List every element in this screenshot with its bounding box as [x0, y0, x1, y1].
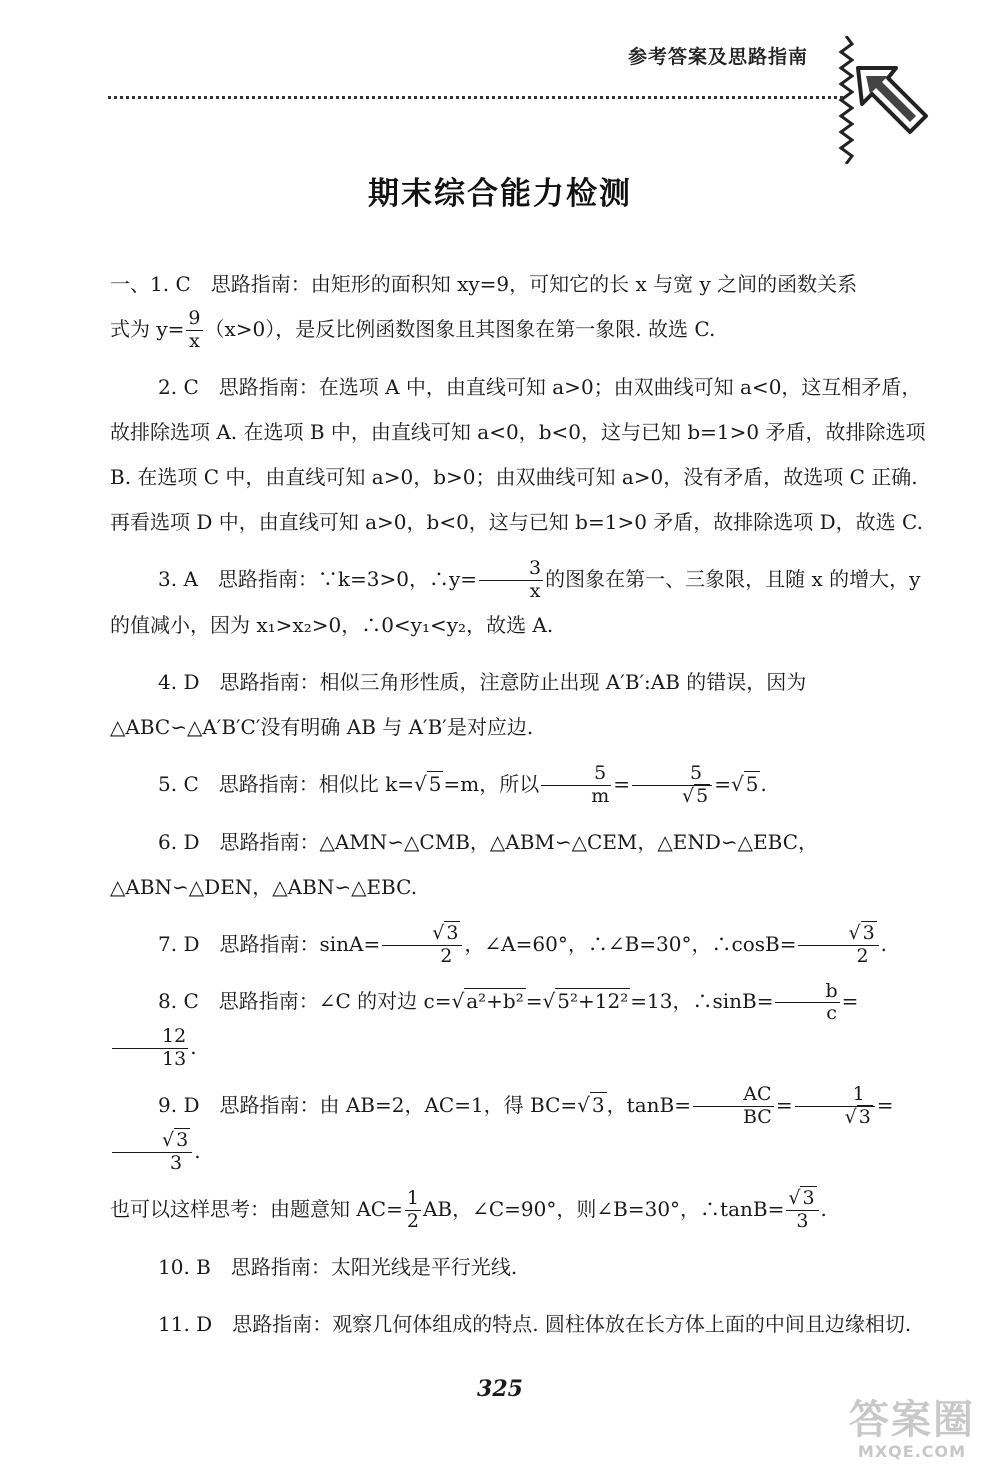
fraction: [479, 558, 543, 603]
fraction-denominator: m: [591, 784, 610, 807]
fraction-numerator: √ 3: [382, 923, 462, 946]
answer-3-text: 的图象在第一、三象限，且随 x 的增大，y: [545, 566, 921, 591]
radicand: 3: [858, 1106, 871, 1129]
answer-5-text: 5. C 思路指南：相似比 k=: [158, 771, 414, 796]
sqrt: √ 5²+12²: [542, 989, 629, 1014]
period: .: [190, 1035, 197, 1060]
fraction-denominator: 2: [856, 944, 869, 967]
fraction-numerator: √ 3: [798, 923, 878, 946]
sqrt: √ 3: [577, 1093, 605, 1118]
fraction: [112, 1130, 192, 1175]
answer-4: 4. D 思路指南：相似三角形性质，注意防止出现 A′B′:AB 的错误，因为△ABC∽△A′B′C′没有明确 AB 与 A′B′是对应边.: [110, 669, 807, 739]
fraction: [693, 1084, 774, 1129]
header-title: 参考答案及思路指南: [628, 46, 809, 68]
answer-5-text: =m，所以: [443, 771, 540, 796]
fraction-denominator: BC: [742, 1106, 772, 1129]
answer-8-text: =13，∴sinB=: [630, 989, 774, 1014]
radicand: a²+b²: [466, 989, 524, 1014]
equals: =: [876, 1093, 894, 1118]
fraction-numerator: 3: [479, 558, 543, 581]
fraction-numerator: √ 3: [786, 1188, 818, 1211]
watermark-logo: [832, 1398, 992, 1461]
period: .: [194, 1138, 201, 1163]
answer-1-text: 式为 y=: [110, 317, 185, 341]
sqrt: √ a²+b²: [451, 989, 524, 1014]
fraction: [775, 981, 839, 1026]
fraction-denominator: c: [826, 1002, 837, 1025]
sqrt: √ 5: [730, 771, 759, 796]
answer-9: [110, 1083, 930, 1175]
radicand: 5: [428, 771, 442, 796]
fraction-denominator: √ 3: [844, 1106, 871, 1129]
fraction: [786, 1188, 818, 1233]
radicand: 5: [745, 771, 759, 796]
fraction-denominator: 2: [406, 1209, 419, 1232]
answer-7-text: 7. D 思路指南：sinA=: [158, 931, 381, 956]
arrow-icon: [852, 60, 932, 140]
sqrt: √ 5: [413, 771, 442, 796]
answer-9-alt-text: AB，∠C=90°，则∠B=30°，∴tanB=: [422, 1196, 785, 1221]
fraction: [632, 763, 712, 808]
fraction: [186, 308, 202, 353]
answer-7: [110, 922, 930, 968]
fraction-denominator: 3: [796, 1209, 809, 1232]
fraction-numerator: 1: [406, 1186, 419, 1209]
answer-3-text: 的值减小，因为 x₁>x₂>0，∴0<y₁<y₂，故选 A.: [110, 612, 554, 637]
fraction-numerator: 5: [632, 763, 712, 786]
fraction: [798, 923, 878, 968]
answer-6: 6. D 思路指南：△AMN∽△CMB，△ABM∽△CEM，△END∽△EBC，△ABN∽△DEN，△ABN∽△EBC.: [110, 829, 819, 899]
fraction-numerator: b: [775, 981, 839, 1004]
answer-1-line1: 一、1. C 思路指南：由矩形的面积知 xy=9，可知它的长 x 与宽 y 之间的函数关系: [110, 272, 858, 296]
answer-11: 11. D 思路指南：观察几何体组成的特点. 圆柱体放在长方体上面的中间且边缘相切.: [158, 1311, 912, 1336]
answer-9-text: ，tanB=: [606, 1093, 691, 1118]
answer-2: 2. C 思路指南：在选项 A 中，由直线可知 a>0；由双曲线可知 a<0，这互相矛盾，故排除选项 A. 在选项 B 中，由直线可知 a<0，b<0，这与已知 b=1>0 矛盾，故排除选项 B. 在选项 C 中，由直线可知 a>0，b>0；由双曲线可知 a>0，没有矛盾，故选项 C 正确. 再看选项 D 中，由直线可知 a>0，b<0，这与已知 b=1>0 矛盾，故排除选项 D，故选 C.: [110, 374, 926, 534]
header-divider: [108, 96, 843, 99]
fraction: [795, 1084, 875, 1129]
page-title: 期末综合能力检测: [368, 176, 632, 212]
fraction: [541, 763, 611, 808]
answer-3-text: 3. A 思路指南：∵k=3>0，∴y=: [158, 566, 478, 591]
fraction-numerator: 1: [795, 1084, 875, 1107]
radicand: 5: [696, 784, 709, 807]
equals: =: [775, 1093, 793, 1118]
radicand: 3: [176, 1129, 189, 1152]
watermark-text: 答案圈: [849, 1397, 975, 1443]
answer-9-alt: [110, 1187, 930, 1233]
answer-content: [110, 262, 930, 1359]
fraction-denominator: 2: [440, 944, 453, 967]
fraction-numerator: 9: [188, 307, 201, 330]
period: .: [880, 931, 888, 956]
answer-1-text: （x>0），是反比例函数图象且其图象在第一象限. 故选 C.: [204, 317, 716, 341]
radicand: 3: [862, 921, 875, 944]
page-number: 325: [477, 1376, 523, 1402]
fraction-denominator: x: [529, 579, 541, 602]
answer-9-alt-text: 也可以这样思考：由题意知 AC=: [110, 1196, 403, 1221]
answer-9-text: 9. D 思路指南：由 AB=2，AC=1，得 BC=: [158, 1093, 578, 1118]
radicand: 5²+12²: [557, 989, 629, 1014]
fraction-denominator: 13: [162, 1048, 187, 1071]
fraction: [405, 1188, 421, 1233]
fraction-denominator: 3: [170, 1151, 183, 1174]
answer-1: [110, 262, 930, 353]
fraction-numerator: 5: [541, 763, 611, 786]
equals: =: [525, 989, 543, 1014]
equals: =: [613, 771, 630, 796]
radicand: 3: [446, 921, 459, 944]
fraction-numerator: AC: [693, 1084, 774, 1107]
fraction: [382, 923, 462, 968]
answer-5: [110, 762, 930, 808]
answer-7-text: ，∠A=60°，∴∠B=30°，∴cosB=: [464, 931, 797, 956]
fraction-numerator: 12: [112, 1026, 188, 1049]
answer-10: 10. B 思路指南：太阳光线是平行光线.: [158, 1254, 518, 1279]
equals: =: [714, 771, 731, 796]
watermark-url: MXQE.COM: [857, 1442, 967, 1461]
fraction-numerator: √ 3: [112, 1130, 192, 1153]
fraction-denominator: x: [189, 330, 200, 352]
answer-3: [110, 557, 930, 648]
radicand: 3: [802, 1186, 815, 1209]
period: .: [820, 1196, 827, 1221]
radicand: 3: [591, 1093, 605, 1118]
fraction-denominator: √ 5: [682, 784, 709, 807]
period: .: [760, 771, 767, 796]
equals: =: [841, 989, 859, 1014]
fraction: [112, 1026, 188, 1071]
answer-8-text: 8. C 思路指南：∠C 的对边 c=: [158, 989, 452, 1014]
answer-8: [110, 979, 930, 1071]
